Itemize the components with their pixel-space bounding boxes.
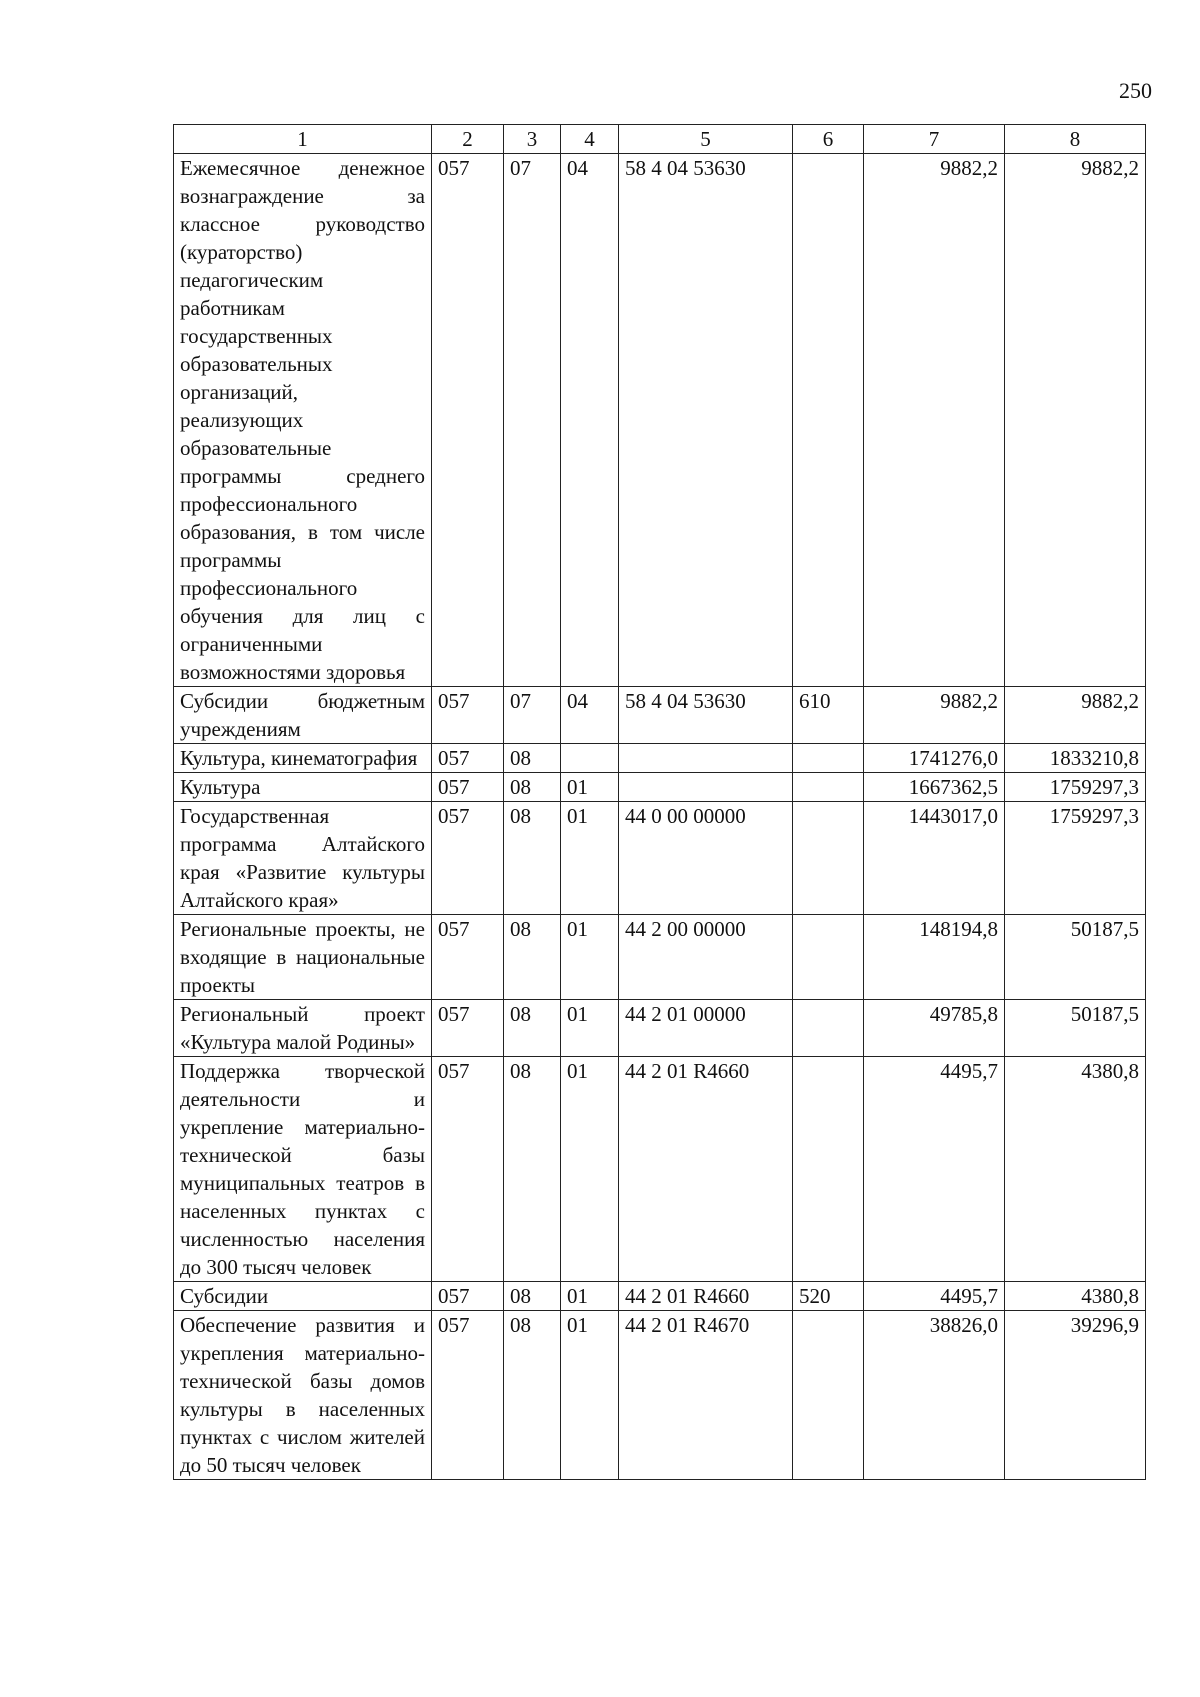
cell-ministry: 057 [432, 154, 504, 687]
column-header: 6 [793, 125, 864, 154]
row-name: Субсидии [174, 1282, 432, 1311]
column-header: 3 [504, 125, 561, 154]
cell-target-article [619, 744, 793, 773]
cell-section: 08 [504, 773, 561, 802]
table-row [174, 687, 1146, 744]
cell-amount-2: 1759297,3 [1005, 802, 1146, 915]
column-header: 2 [432, 125, 504, 154]
cell-subsection: 04 [561, 154, 619, 687]
cell-ministry: 057 [432, 802, 504, 915]
row-name: Поддержка творческой деятельности и укрепление материально-технической базы муниципальных театров в населенных пунктах с численностью населения до 300 тысяч человек [174, 1057, 432, 1282]
cell-target-article: 44 2 01 R4660 [619, 1282, 793, 1311]
cell-target-article: 58 4 04 53630 [619, 154, 793, 687]
column-header: 1 [174, 125, 432, 154]
row-name: Ежемесячное денежное вознаграждение за классное руководство (кураторство) педагогическим работникам государственных образовательных организаций, реализующих образовательные программы среднего профессионального образования, в том числе программы профессионального обучения для лиц с ограниченными возможностями здоровья [174, 154, 432, 687]
cell-target-article [619, 773, 793, 802]
cell-section: 08 [504, 1000, 561, 1057]
cell-ministry: 057 [432, 1057, 504, 1282]
table-row [174, 154, 1146, 687]
cell-amount-1: 148194,8 [864, 915, 1005, 1000]
table-row [174, 1000, 1146, 1057]
cell-target-article: 58 4 04 53630 [619, 687, 793, 744]
cell-amount-1: 9882,2 [864, 687, 1005, 744]
column-header: 7 [864, 125, 1005, 154]
cell-amount-2: 9882,2 [1005, 687, 1146, 744]
cell-section: 08 [504, 1311, 561, 1480]
column-header: 8 [1005, 125, 1146, 154]
cell-amount-1: 1667362,5 [864, 773, 1005, 802]
cell-subsection: 01 [561, 1282, 619, 1311]
table-row [174, 1311, 1146, 1480]
cell-amount-2: 4380,8 [1005, 1057, 1146, 1282]
table-header-row [174, 125, 1146, 154]
cell-section: 08 [504, 744, 561, 773]
row-name: Региональные проекты, не входящие в национальные проекты [174, 915, 432, 1000]
row-name: Культура, кинематография [174, 744, 432, 773]
row-name: Культура [174, 773, 432, 802]
cell-amount-2: 9882,2 [1005, 154, 1146, 687]
cell-amount-1: 4495,7 [864, 1057, 1005, 1282]
cell-expense-type [793, 773, 864, 802]
cell-amount-2: 4380,8 [1005, 1282, 1146, 1311]
cell-expense-type [793, 744, 864, 773]
cell-subsection: 01 [561, 915, 619, 1000]
cell-expense-type [793, 802, 864, 915]
cell-target-article: 44 2 00 00000 [619, 915, 793, 1000]
table-row [174, 773, 1146, 802]
cell-amount-1: 38826,0 [864, 1311, 1005, 1480]
row-name: Обеспечение развития и укрепления материально-технической базы домов культуры в населенных пунктах с числом жителей до 50 тысяч человек [174, 1311, 432, 1480]
cell-expense-type: 520 [793, 1282, 864, 1311]
cell-subsection: 01 [561, 1057, 619, 1282]
cell-ministry: 057 [432, 687, 504, 744]
table-row [174, 1057, 1146, 1282]
cell-section: 08 [504, 1057, 561, 1282]
cell-subsection: 04 [561, 687, 619, 744]
cell-subsection: 01 [561, 802, 619, 915]
cell-amount-1: 9882,2 [864, 154, 1005, 687]
cell-ministry: 057 [432, 915, 504, 1000]
cell-amount-1: 4495,7 [864, 1282, 1005, 1311]
cell-ministry: 057 [432, 1282, 504, 1311]
cell-amount-2: 50187,5 [1005, 915, 1146, 1000]
cell-amount-1: 49785,8 [864, 1000, 1005, 1057]
cell-target-article: 44 2 01 R4660 [619, 1057, 793, 1282]
cell-expense-type [793, 1000, 864, 1057]
cell-expense-type [793, 154, 864, 687]
page-number: 250 [1119, 78, 1152, 103]
cell-section: 08 [504, 802, 561, 915]
cell-expense-type [793, 1311, 864, 1480]
table-row [174, 1282, 1146, 1311]
cell-subsection: 01 [561, 773, 619, 802]
cell-amount-2: 1759297,3 [1005, 773, 1146, 802]
budget-table [173, 124, 1146, 1480]
table-row [174, 744, 1146, 773]
cell-section: 07 [504, 154, 561, 687]
cell-subsection [561, 744, 619, 773]
cell-amount-1: 1741276,0 [864, 744, 1005, 773]
column-header: 5 [619, 125, 793, 154]
cell-target-article: 44 2 01 R4670 [619, 1311, 793, 1480]
row-name: Региональный проект «Культура малой Родины» [174, 1000, 432, 1057]
column-header: 4 [561, 125, 619, 154]
cell-subsection: 01 [561, 1311, 619, 1480]
cell-amount-1: 1443017,0 [864, 802, 1005, 915]
cell-section: 08 [504, 915, 561, 1000]
cell-target-article: 44 0 00 00000 [619, 802, 793, 915]
cell-ministry: 057 [432, 1311, 504, 1480]
cell-target-article: 44 2 01 00000 [619, 1000, 793, 1057]
cell-ministry: 057 [432, 744, 504, 773]
cell-ministry: 057 [432, 1000, 504, 1057]
row-name: Государственная программа Алтайского края «Развитие культуры Алтайского края» [174, 802, 432, 915]
table-row [174, 802, 1146, 915]
cell-section: 07 [504, 687, 561, 744]
cell-expense-type [793, 1057, 864, 1282]
table-row [174, 915, 1146, 1000]
row-name: Субсидии бюджетным учреждениям [174, 687, 432, 744]
cell-ministry: 057 [432, 773, 504, 802]
cell-amount-2: 50187,5 [1005, 1000, 1146, 1057]
cell-section: 08 [504, 1282, 561, 1311]
cell-amount-2: 1833210,8 [1005, 744, 1146, 773]
cell-expense-type: 610 [793, 687, 864, 744]
cell-expense-type [793, 915, 864, 1000]
cell-subsection: 01 [561, 1000, 619, 1057]
cell-amount-2: 39296,9 [1005, 1311, 1146, 1480]
